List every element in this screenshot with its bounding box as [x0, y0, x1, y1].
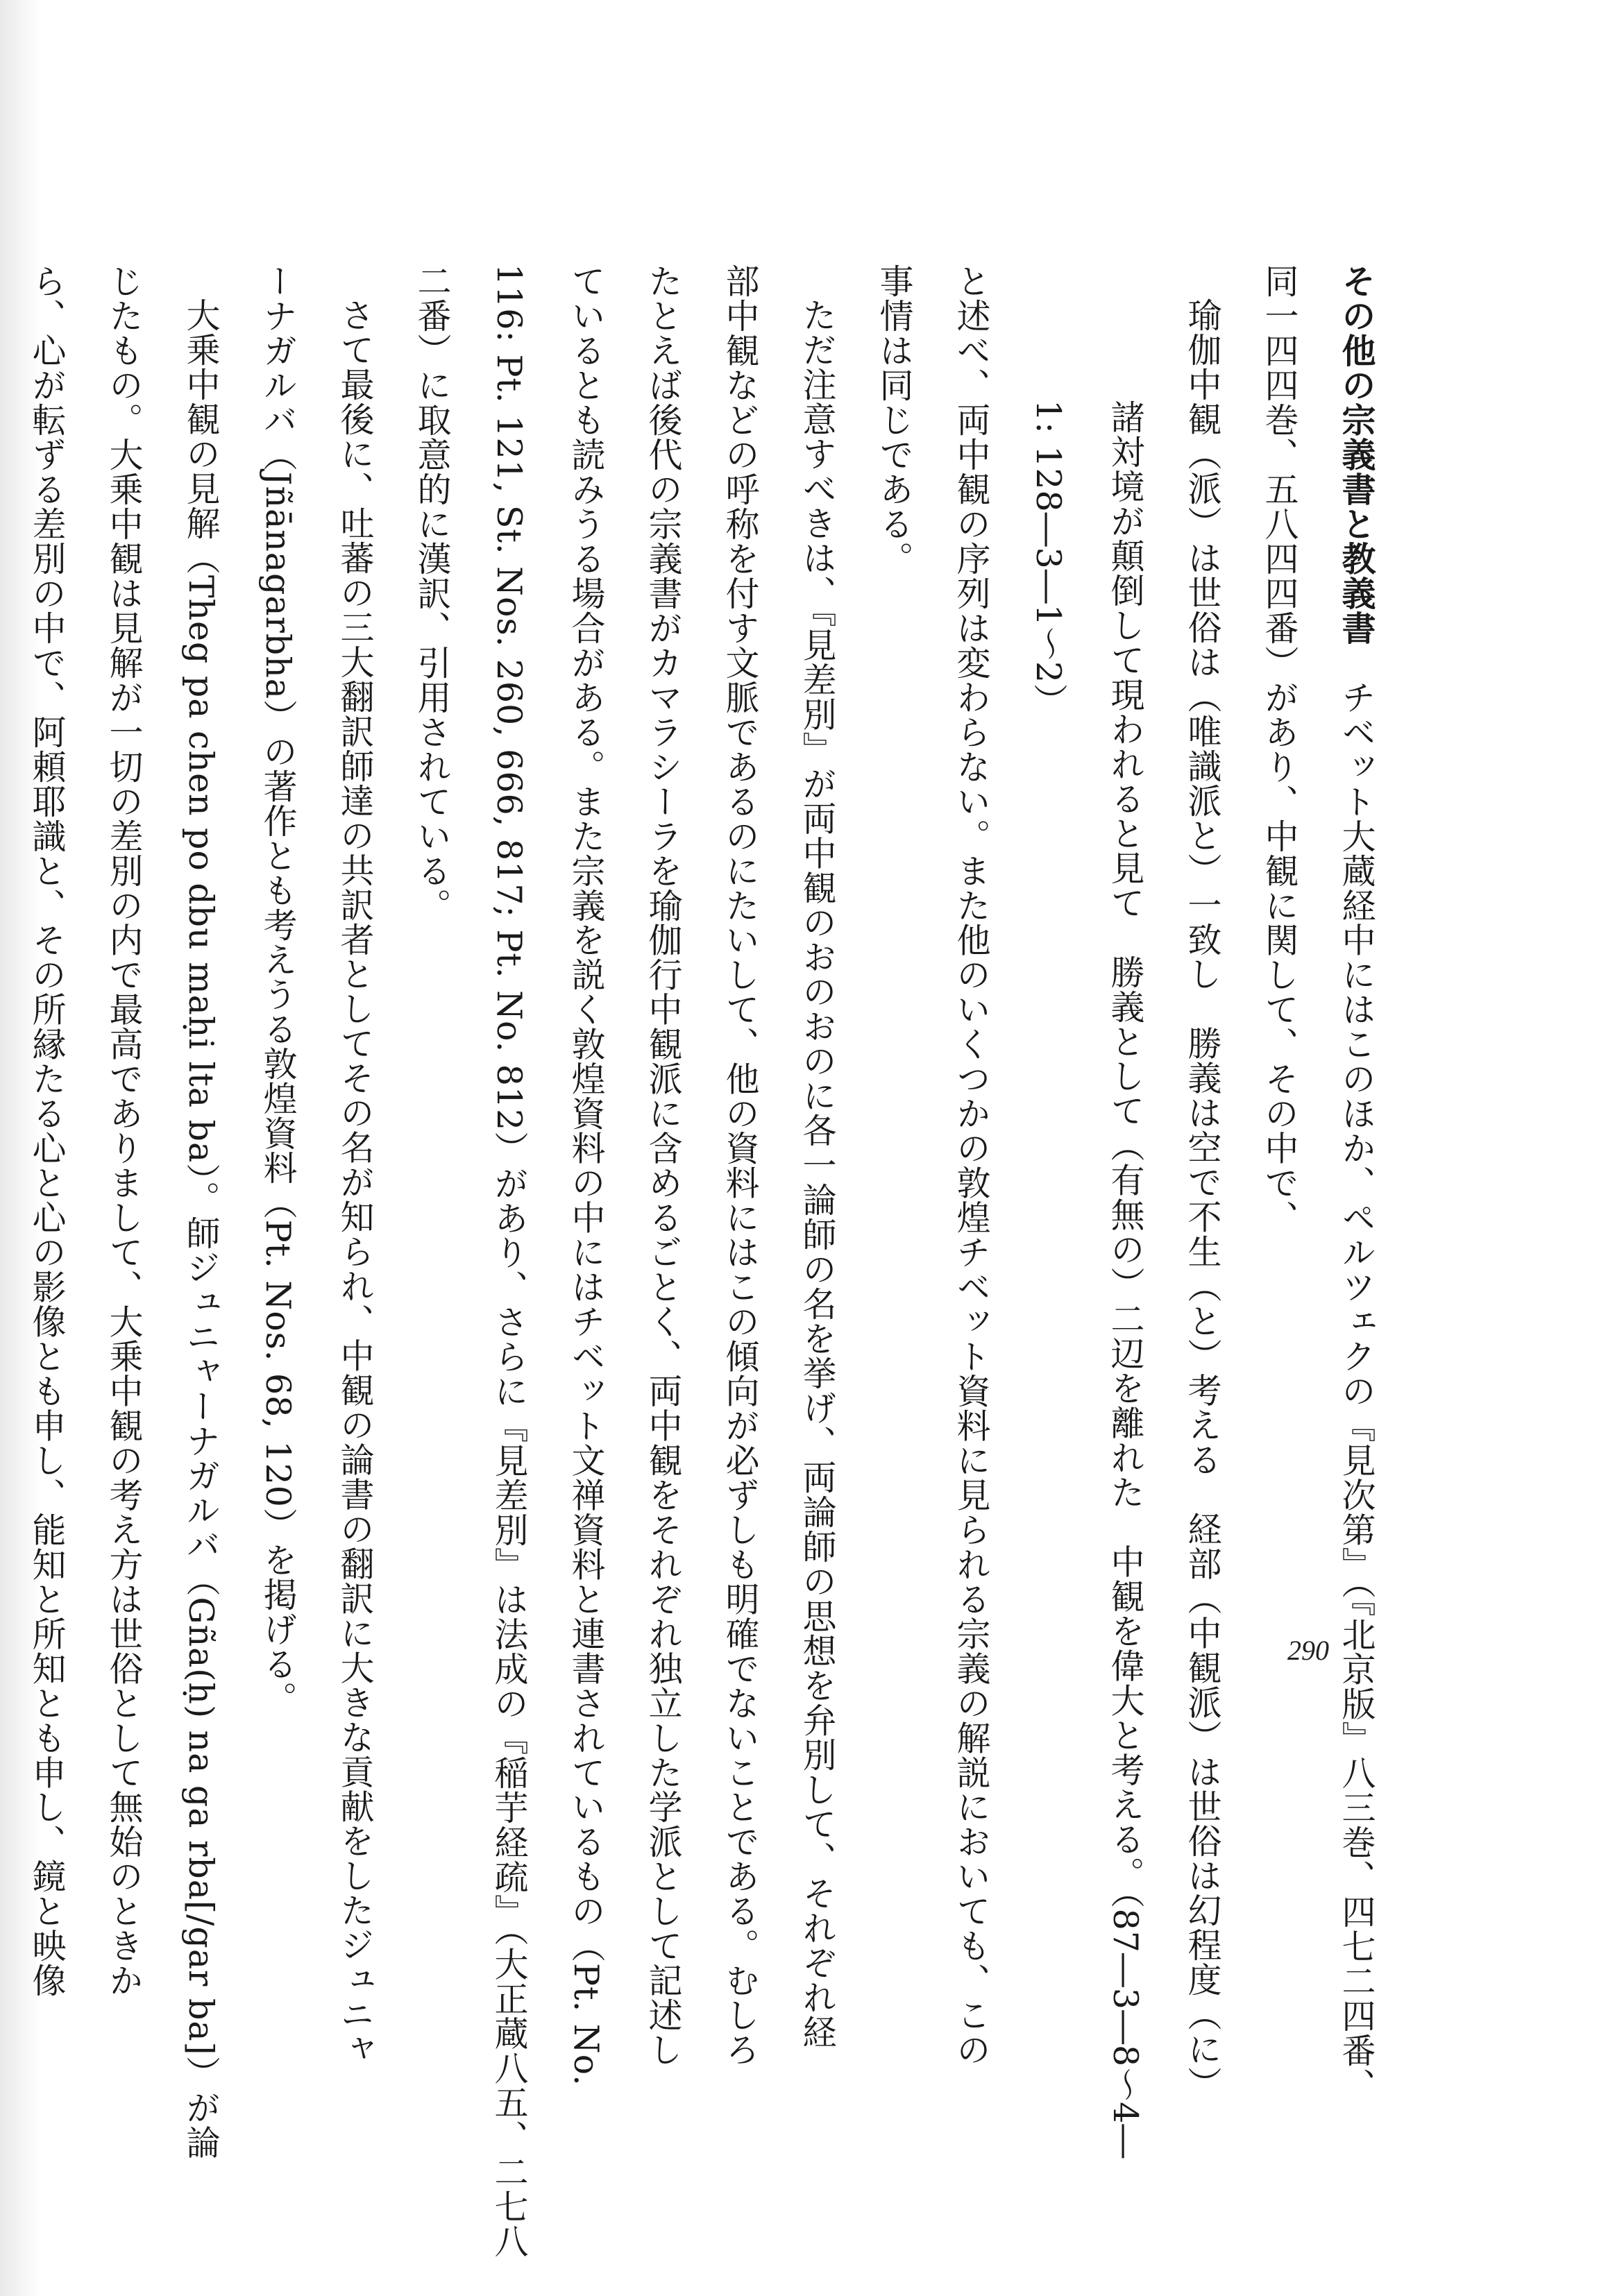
vertical-text-body [8, 264, 1395, 2259]
text-line-11: ているとも読みうる場合がある。また宗義を説く敦煌資料の中にはチベット文禅資料と連書されているもの（Pt. No. [566, 264, 606, 2086]
text-line-5: 1: 128―3―1～2） [1029, 400, 1068, 719]
text-line-7: 事情は同じである。 [874, 264, 914, 576]
section-heading: その他の宗義書と教義書 [1337, 264, 1376, 645]
text-line-13: 二番）に取意的に漢訳、引用されている。 [412, 264, 452, 923]
text-line-6: と述べ、両中観の序列は変わらない。また他のいくつかの敦煌チベット資料に見られる宗義の解説においても、この [951, 264, 991, 2067]
text-line-15: ーナガルバ（Jñānagarbha）の著作とも考えうる敦煌資料（Pt. Nos. 68, 120）を掲げる。 [258, 264, 298, 1716]
text-line-10: たとえば後代の宗義書がカマラシーラを瑜伽行中観派に含めるごとく、両中観をそれぞれ独立した学派として記述し [643, 264, 683, 2067]
page-number: 290 [1287, 1635, 1329, 1666]
text-line-16: 大乗中観の見解（Theg pa chen po dbu maḥi lta ba）。師ジュニャーナガルバ（Gña(ḥ) na ga rba[/gar ba]）が論 [181, 298, 221, 2160]
line-text: チベット大蔵経中にはこのほか、ペルツェクの『見次第』（『北京版』八三巻、四七二四番、 [1337, 679, 1376, 2102]
text-line-17: じたもの。大乗中観は見解が一切の差別の内で最高でありまして、大乗中観の考え方は世俗として無始のときか [104, 264, 144, 1998]
text-line-1 [1318, 264, 1395, 2102]
text-line-3: 瑜伽中観（派）は世俗は（唯識派と）一致し 勝義は空で不生（と）考える 経部（中観派）は世俗は幻程度（に） [1183, 298, 1222, 2101]
text-line-14: さて最後に、吐蕃の三大翻訳師達の共訳者としてその名が知られ、中観の論書の翻訳に大きな貢献をしたジュニャ [335, 298, 375, 2066]
text-line-12: 116: Pt. 121, St. Nos. 260, 666, 817; Pt. No. 812）があり、さらに『見差別』は法成の『稲芋経疏』（大正蔵八五、二七八 [489, 264, 529, 2259]
text-line-2: 同一四四巻、五八四四番）があり、中観に関して、その中で、 [1260, 264, 1299, 1235]
text-line-9: 部中観などの呼称を付す文脈であるのにたいして、他の資料にはこの傾向が必ずしも明確でないことである。むしろ [720, 264, 760, 2067]
text-line-18: ら、心が転ずる差別の中で、阿頼耶識と、その所縁たる心と心の影像とも申し、能知と所知とも申し、鏡と映像 [27, 264, 67, 1998]
text-line-8: ただ注意すべきは、『見差別』が両中観のおのおのに各一論師の名を挙げ、両論師の思想を弁別して、それぞれ経 [797, 298, 837, 2050]
text-line-4: 諸対境が顛倒して現われると見て 勝義として（有無の）二辺を離れた 中観を偉大と考える。（87―3―8～4― [1106, 400, 1145, 2159]
